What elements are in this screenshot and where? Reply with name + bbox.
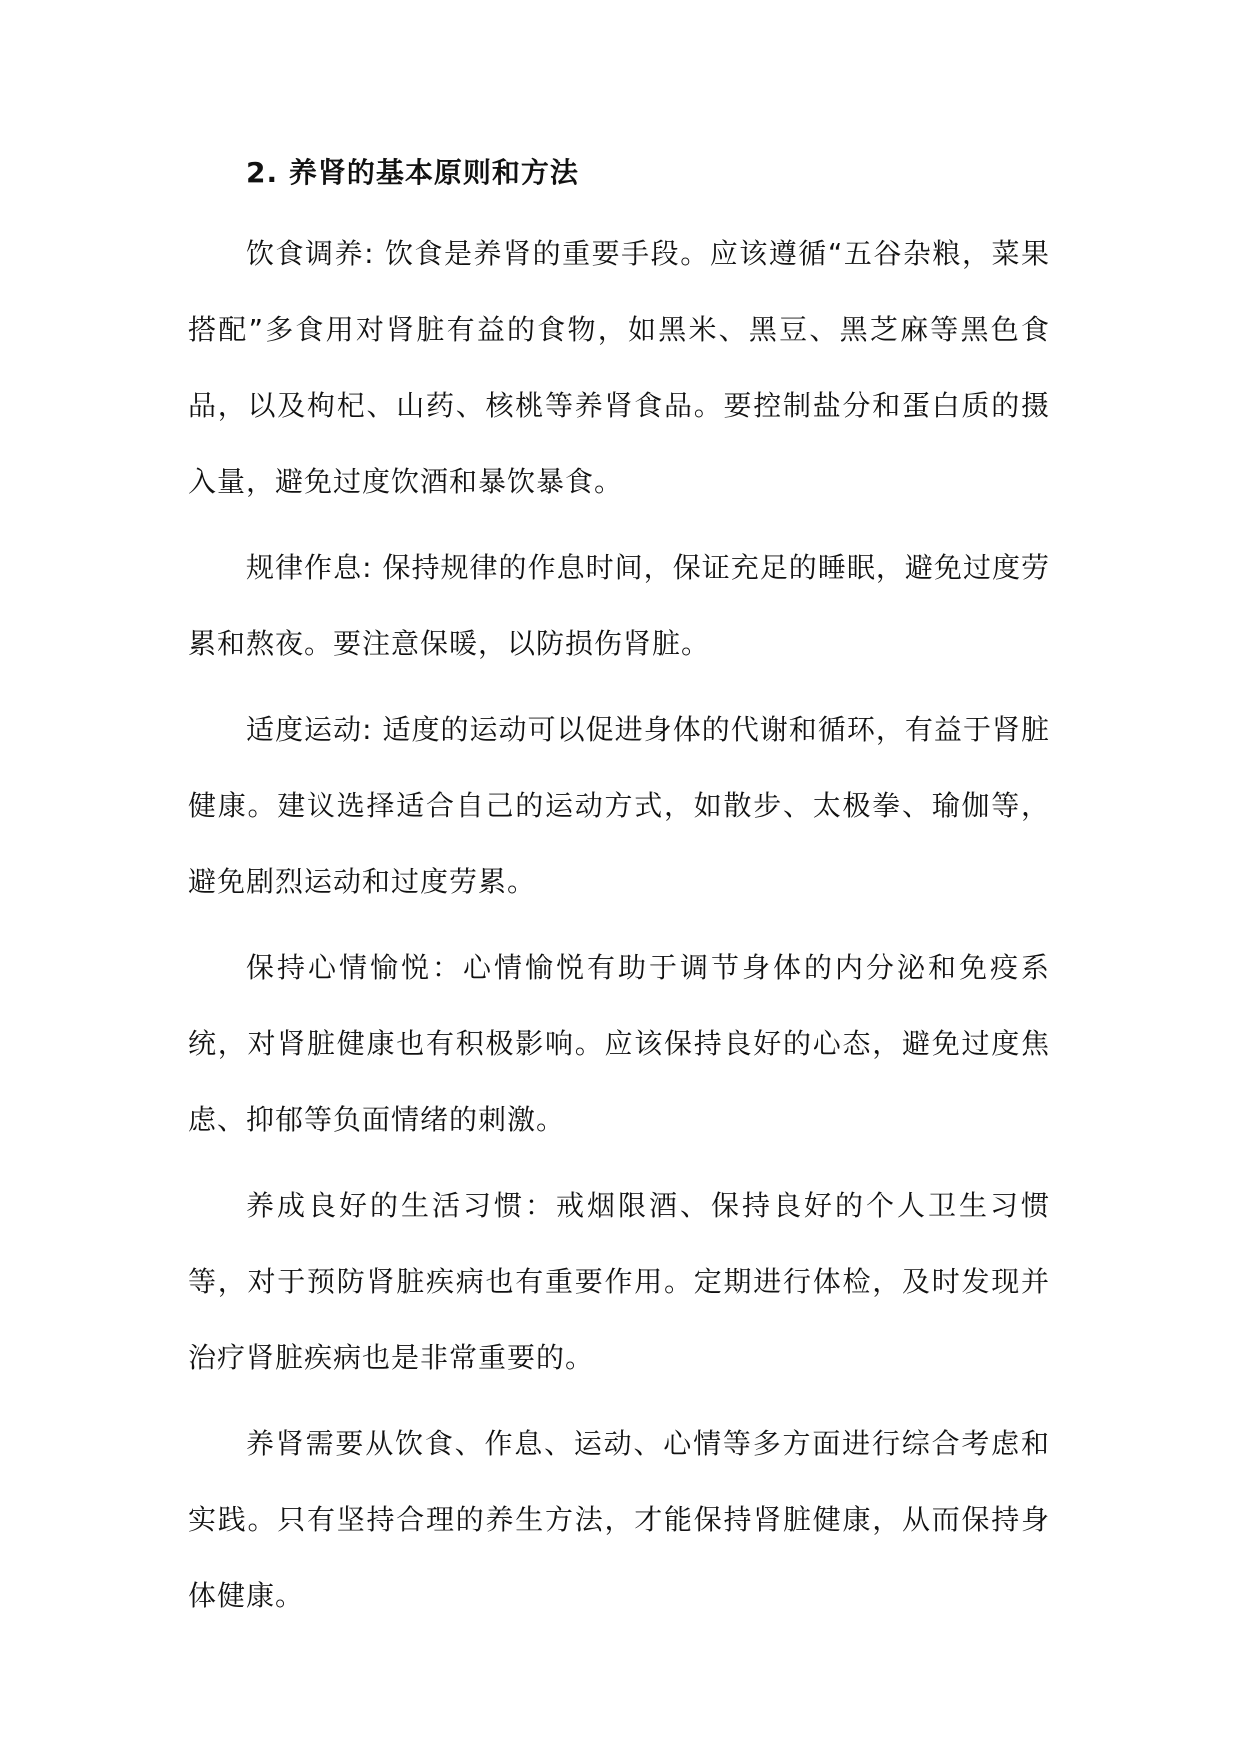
paragraph-exercise: 适度运动: 适度的运动可以促进身体的代谢和循环，有益于肾脏健康。建议选择适合自己的运动方式，如散步、太极拳、瑜伽等，避免剧烈运动和过度劳累。: [188, 713, 1050, 898]
paragraph-routine: 规律作息: 保持规律的作息时间，保证充足的睡眠，避免过度劳累和熬夜。要注意保暖，以防损伤肾脏。: [188, 551, 1050, 660]
section-heading: 2. 养肾的基本原则和方法: [246, 156, 579, 189]
paragraph-habits: 养成良好的生活习惯：戒烟限酒、保持良好的个人卫生习惯等，对于预防肾脏疾病也有重要作用。定期进行体检，及时发现并治疗肾脏疾病也是非常重要的。: [188, 1189, 1050, 1374]
paragraph-mood: 保持心情愉悦：心情愉悦有助于调节身体的内分泌和免疫系统，对肾脏健康也有积极影响。应该保持良好的心态，避免过度焦虑、抑郁等负面情绪的刺激。: [188, 951, 1050, 1136]
paragraph-diet: 饮食调养: 饮食是养肾的重要手段。应该遵循“五谷杂粮，菜果搭配”多食用对肾脏有益的食物，如黑米、黑豆、黑芝麻等黑色食品，以及枸杞、山药、核桃等养肾食品。要控制盐分和蛋白质的摄入量，避免过度饮酒和暴饮暴食。: [188, 237, 1050, 498]
paragraph-summary: 养肾需要从饮食、作息、运动、心情等多方面进行综合考虑和实践。只有坚持合理的养生方法，才能保持肾脏健康，从而保持身体健康。: [188, 1427, 1050, 1612]
document-body: [188, 140, 1050, 1634]
